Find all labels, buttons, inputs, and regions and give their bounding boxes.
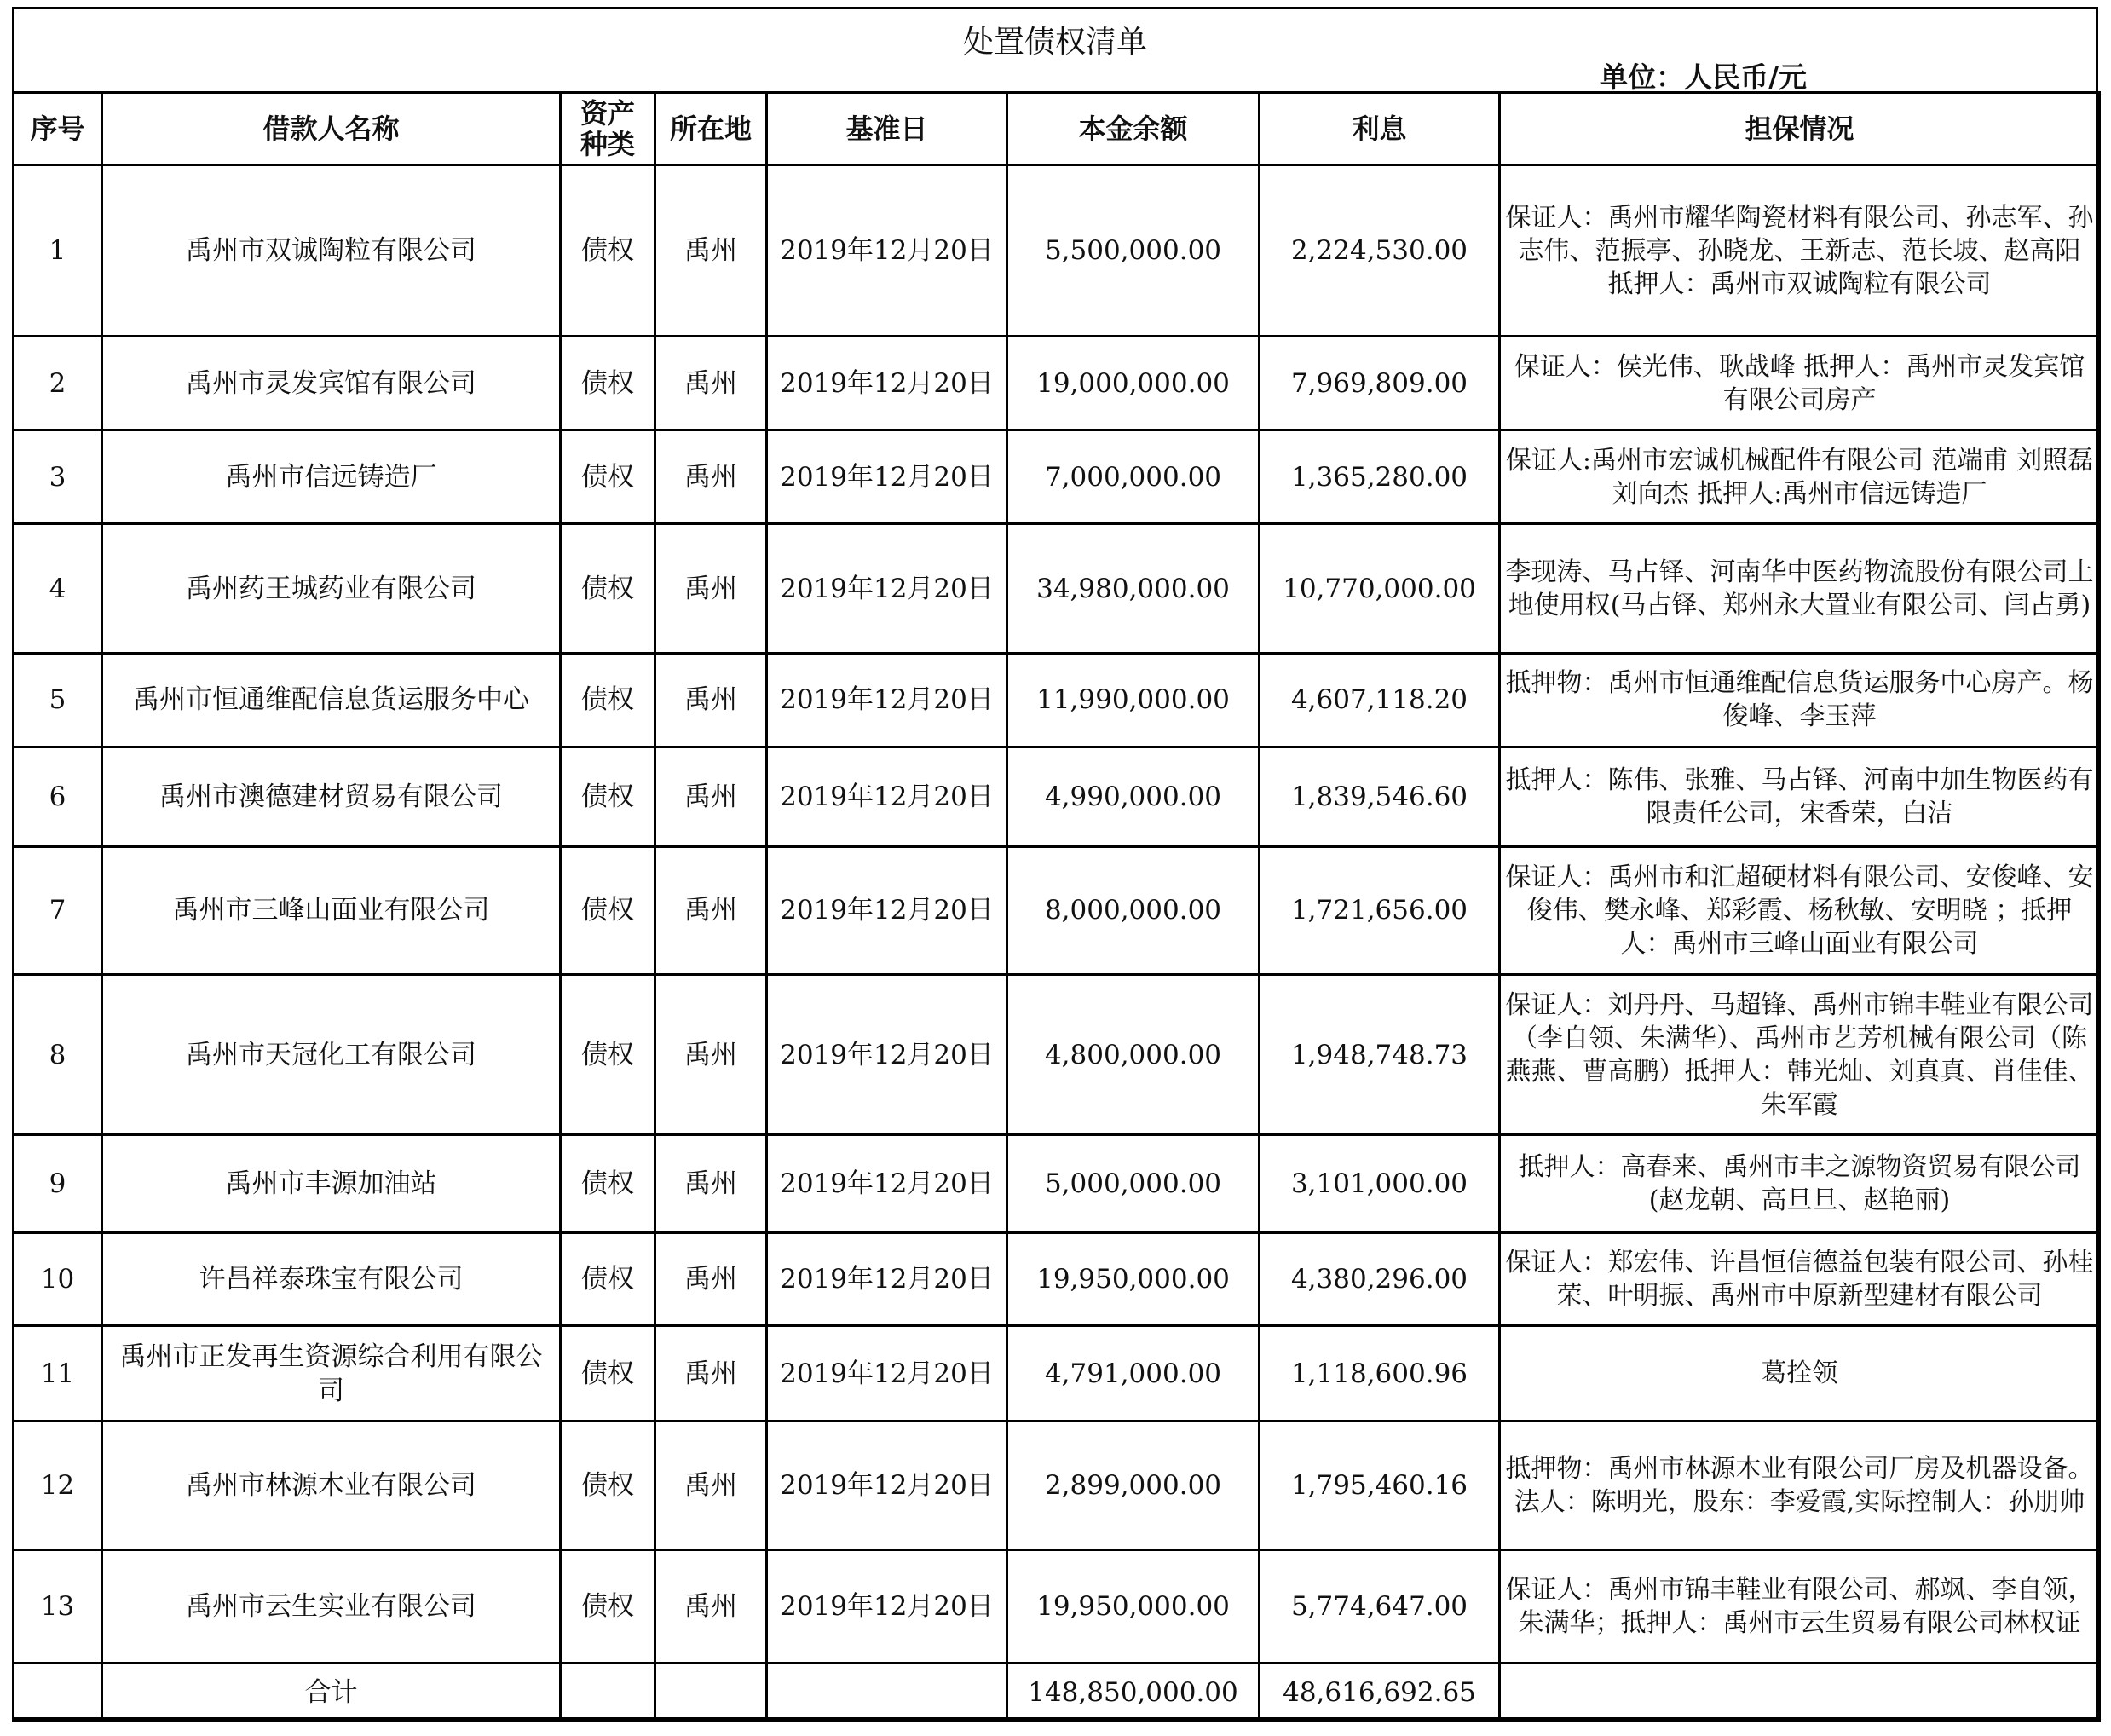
header-guarantee: 担保情况: [1500, 93, 2100, 165]
row-interest: 4,607,118.20: [1260, 653, 1500, 747]
row-seq: 8: [14, 975, 102, 1135]
row-guarantee: 保证人:禹州市宏诚机械配件有限公司 范端甫 刘照磊 刘向杰 抵押人:禹州市信远铸造厂: [1500, 430, 2100, 524]
row-asset-type: 债权: [561, 653, 655, 747]
row-interest: 2,224,530.00: [1260, 165, 1500, 337]
row-guarantee: 抵押人：高春来、禹州市丰之源物资贸易有限公司(赵龙朝、高旦旦、赵艳丽): [1500, 1135, 2100, 1233]
row-borrower: 禹州市正发再生资源综合利用有限公司: [102, 1326, 561, 1421]
row-location: 禹州: [655, 975, 767, 1135]
row-borrower: 禹州药王城药业有限公司: [102, 524, 561, 653]
header-principal: 本金余额: [1007, 93, 1260, 165]
row-principal: 5,000,000.00: [1007, 1135, 1260, 1233]
row-seq: 4: [14, 524, 102, 653]
row-asset-type: 债权: [561, 846, 655, 974]
row-principal: 11,990,000.00: [1007, 653, 1260, 747]
total-principal: 148,850,000.00: [1007, 1664, 1260, 1722]
row-borrower: 禹州市丰源加油站: [102, 1135, 561, 1233]
header-interest: 利息: [1260, 93, 1500, 165]
row-seq: 12: [14, 1421, 102, 1549]
row-base-date: 2019年12月20日: [767, 1549, 1007, 1663]
row-guarantee: 抵押人：陈伟、张雅、马占铎、河南中加生物医药有限责任公司，宋香荣，白洁: [1500, 747, 2100, 846]
row-principal: 5,500,000.00: [1007, 165, 1260, 337]
total-empty-cell: [561, 1664, 655, 1722]
total-empty-cell: [767, 1664, 1007, 1722]
row-guarantee: 保证人：禹州市耀华陶瓷材料有限公司、孙志军、孙志伟、范振亭、孙晓龙、王新志、范长坡、赵高阳 抵押人：禹州市双诚陶粒有限公司: [1500, 165, 2100, 337]
row-guarantee: 抵押物：禹州市恒通维配信息货运服务中心房产。杨俊峰、李玉萍: [1500, 653, 2100, 747]
row-location: 禹州: [655, 747, 767, 846]
document-sheet: [12, 7, 2098, 1720]
row-location: 禹州: [655, 1233, 767, 1326]
row-seq: 3: [14, 430, 102, 524]
row-base-date: 2019年12月20日: [767, 165, 1007, 337]
row-base-date: 2019年12月20日: [767, 846, 1007, 974]
row-asset-type: 债权: [561, 1233, 655, 1326]
row-location: 禹州: [655, 1135, 767, 1233]
row-location: 禹州: [655, 1421, 767, 1549]
row-interest: 1,721,656.00: [1260, 846, 1500, 974]
row-base-date: 2019年12月20日: [767, 1233, 1007, 1326]
row-asset-type: 债权: [561, 1326, 655, 1421]
row-borrower: 禹州市林源木业有限公司: [102, 1421, 561, 1549]
table-row: [14, 1326, 2100, 1421]
row-borrower: 禹州市三峰山面业有限公司: [102, 846, 561, 974]
table-row: [14, 846, 2100, 974]
row-location: 禹州: [655, 653, 767, 747]
row-asset-type: 债权: [561, 747, 655, 846]
row-asset-type: 债权: [561, 1421, 655, 1549]
row-principal: 34,980,000.00: [1007, 524, 1260, 653]
row-base-date: 2019年12月20日: [767, 337, 1007, 430]
row-interest: 1,795,460.16: [1260, 1421, 1500, 1549]
row-guarantee: 抵押物：禹州市林源木业有限公司厂房及机器设备。法人：陈明光，股东：李爱霞,实际控制人：孙朋帅: [1500, 1421, 2100, 1549]
table-row: [14, 337, 2100, 430]
row-base-date: 2019年12月20日: [767, 653, 1007, 747]
row-borrower: 许昌祥泰珠宝有限公司: [102, 1233, 561, 1326]
row-seq: 9: [14, 1135, 102, 1233]
table-row: [14, 1421, 2100, 1549]
total-interest: 48,616,692.65: [1260, 1664, 1500, 1722]
row-guarantee: 保证人：禹州市锦丰鞋业有限公司、郝飒、李自领，朱满华；抵押人：禹州市云生贸易有限公司林权证: [1500, 1549, 2100, 1663]
row-location: 禹州: [655, 430, 767, 524]
total-row: [14, 1664, 2100, 1722]
table-row: [14, 1549, 2100, 1663]
row-location: 禹州: [655, 165, 767, 337]
row-asset-type: 债权: [561, 430, 655, 524]
header-borrower: 借款人名称: [102, 93, 561, 165]
row-interest: 4,380,296.00: [1260, 1233, 1500, 1326]
row-base-date: 2019年12月20日: [767, 1421, 1007, 1549]
header-base-date: 基准日: [767, 93, 1007, 165]
row-base-date: 2019年12月20日: [767, 524, 1007, 653]
table-row: [14, 653, 2100, 747]
row-location: 禹州: [655, 1326, 767, 1421]
row-guarantee: 保证人：刘丹丹、马超锋、禹州市锦丰鞋业有限公司（李自领、朱满华）、禹州市艺芳机械有限公司（陈燕燕、曹高鹏）抵押人：韩光灿、刘真真、肖佳佳、朱军霞: [1500, 975, 2100, 1135]
row-principal: 8,000,000.00: [1007, 846, 1260, 974]
row-seq: 1: [14, 165, 102, 337]
row-guarantee: 保证人：郑宏伟、许昌恒信德益包装有限公司、孙桂荣、叶明振、禹州市中原新型建材有限公司: [1500, 1233, 2100, 1326]
row-interest: 3,101,000.00: [1260, 1135, 1500, 1233]
row-interest: 7,969,809.00: [1260, 337, 1500, 430]
row-guarantee: 葛拴领: [1500, 1326, 2100, 1421]
total-empty-cell: [655, 1664, 767, 1722]
row-base-date: 2019年12月20日: [767, 1135, 1007, 1233]
header-location: 所在地: [655, 93, 767, 165]
row-asset-type: 债权: [561, 524, 655, 653]
row-interest: 1,948,748.73: [1260, 975, 1500, 1135]
row-borrower: 禹州市双诚陶粒有限公司: [102, 165, 561, 337]
row-location: 禹州: [655, 1549, 767, 1663]
row-seq: 7: [14, 846, 102, 974]
row-base-date: 2019年12月20日: [767, 975, 1007, 1135]
row-interest: 10,770,000.00: [1260, 524, 1500, 653]
row-principal: 7,000,000.00: [1007, 430, 1260, 524]
row-principal: 2,899,000.00: [1007, 1421, 1260, 1549]
table-row: [14, 524, 2100, 653]
row-asset-type: 债权: [561, 1135, 655, 1233]
row-principal: 4,990,000.00: [1007, 747, 1260, 846]
table-row: [14, 1233, 2100, 1326]
row-location: 禹州: [655, 846, 767, 974]
row-location: 禹州: [655, 524, 767, 653]
table-row: [14, 1135, 2100, 1233]
row-seq: 13: [14, 1549, 102, 1663]
header-asset-type: [561, 93, 655, 165]
table-row: [14, 747, 2100, 846]
row-base-date: 2019年12月20日: [767, 747, 1007, 846]
row-seq: 5: [14, 653, 102, 747]
row-interest: 1,365,280.00: [1260, 430, 1500, 524]
row-seq: 10: [14, 1233, 102, 1326]
row-borrower: 禹州市灵发宾馆有限公司: [102, 337, 561, 430]
row-asset-type: 债权: [561, 165, 655, 337]
table-row: [14, 430, 2100, 524]
row-base-date: 2019年12月20日: [767, 430, 1007, 524]
row-principal: 4,791,000.00: [1007, 1326, 1260, 1421]
row-borrower: 禹州市澳德建材贸易有限公司: [102, 747, 561, 846]
row-seq: 2: [14, 337, 102, 430]
row-principal: 19,950,000.00: [1007, 1549, 1260, 1663]
row-principal: 19,000,000.00: [1007, 337, 1260, 430]
row-interest: 1,118,600.96: [1260, 1326, 1500, 1421]
row-guarantee: 保证人：侯光伟、耿战峰 抵押人：禹州市灵发宾馆有限公司房产: [1500, 337, 2100, 430]
row-asset-type: 债权: [561, 1549, 655, 1663]
row-borrower: 禹州市天冠化工有限公司: [102, 975, 561, 1135]
total-label: 合计: [102, 1664, 561, 1722]
row-seq: 6: [14, 747, 102, 846]
row-seq: 11: [14, 1326, 102, 1421]
header-asset-type-label: 资产种类: [580, 97, 635, 160]
row-asset-type: 债权: [561, 337, 655, 430]
row-principal: 19,950,000.00: [1007, 1233, 1260, 1326]
total-seq-cell: [14, 1664, 102, 1722]
document-title: 处置债权清单: [962, 25, 1147, 60]
row-base-date: 2019年12月20日: [767, 1326, 1007, 1421]
total-empty-cell: [1500, 1664, 2100, 1722]
table-row: [14, 165, 2100, 337]
currency-unit: 单位：人民币/元: [1600, 61, 1808, 94]
row-location: 禹州: [655, 337, 767, 430]
row-borrower: 禹州市恒通维配信息货运服务中心: [102, 653, 561, 747]
row-guarantee: 保证人：禹州市和汇超硬材料有限公司、安俊峰、安俊伟、樊永峰、郑彩霞、杨秋敏、安明晓 ；抵押人：禹州市三峰山面业有限公司: [1500, 846, 2100, 974]
header-seq: 序号: [14, 93, 102, 165]
claims-table: [12, 91, 2101, 1722]
row-borrower: 禹州市云生实业有限公司: [102, 1549, 561, 1663]
row-borrower: 禹州市信远铸造厂: [102, 430, 561, 524]
row-interest: 1,839,546.60: [1260, 747, 1500, 846]
row-guarantee: 李现涛、马占铎、河南华中医药物流股份有限公司土地使用权(马占铎、郑州永大置业有限公司、闫占勇): [1500, 524, 2100, 653]
row-principal: 4,800,000.00: [1007, 975, 1260, 1135]
header-row: [14, 93, 2100, 165]
row-interest: 5,774,647.00: [1260, 1549, 1500, 1663]
table-row: [14, 975, 2100, 1135]
row-asset-type: 债权: [561, 975, 655, 1135]
